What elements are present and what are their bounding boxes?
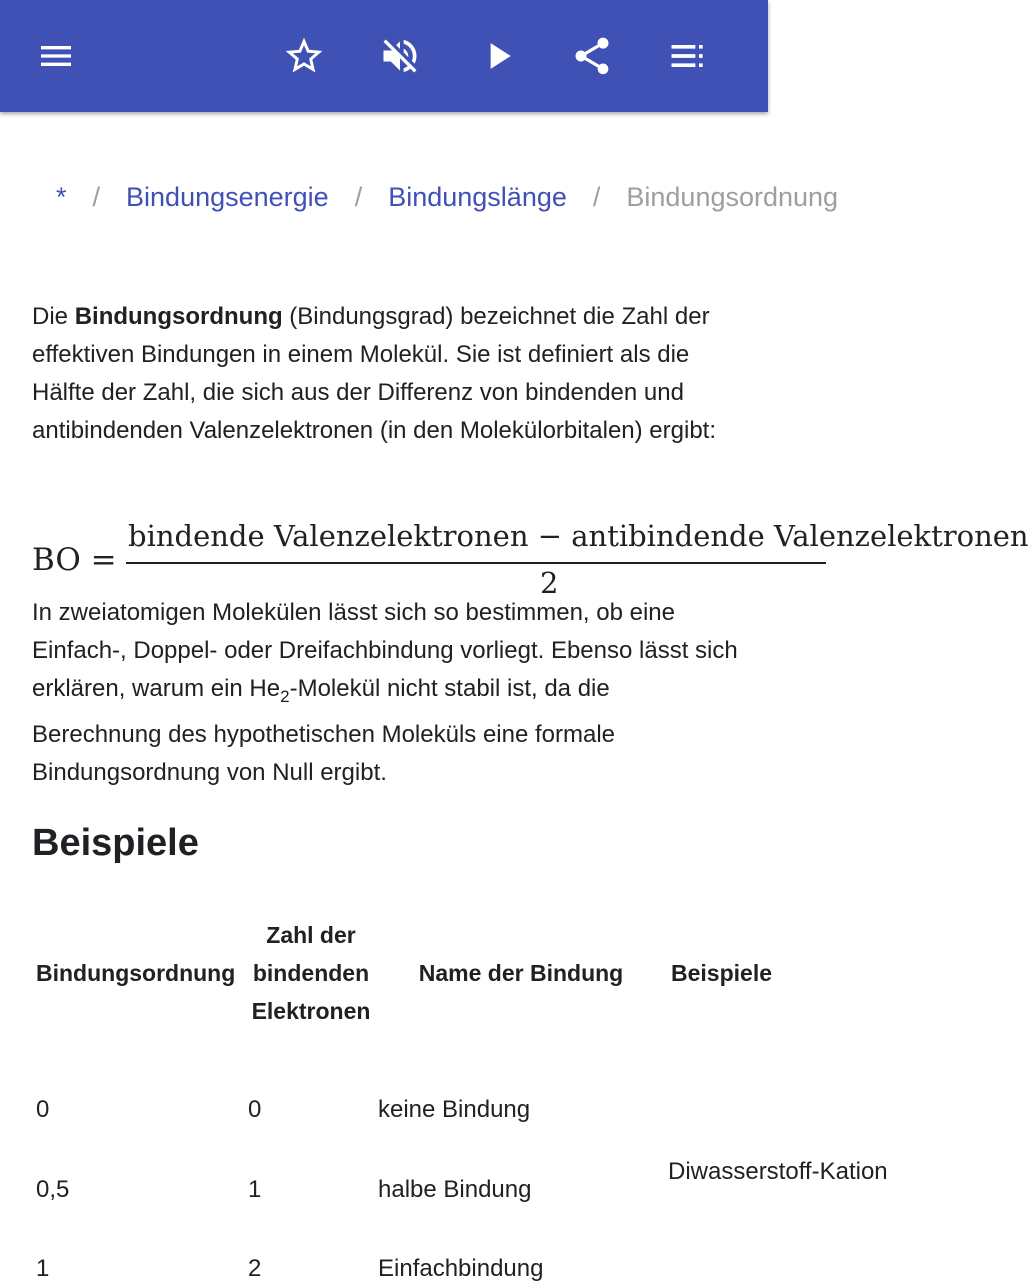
table-header-name-der-bindung: Name der Bindung (418, 960, 624, 986)
star-outline-icon (282, 34, 326, 78)
breadcrumb-link-bindungsenergie[interactable]: Bindungsenergie (126, 182, 329, 212)
breadcrumb (56, 176, 839, 218)
intro-lead: Die (32, 303, 75, 330)
para2-subscript: 2 (280, 686, 290, 706)
table-cell: 0 (36, 1096, 50, 1123)
intro-paragraph (32, 298, 742, 450)
table-cell: 2 (248, 1255, 262, 1282)
play-button[interactable] (470, 28, 526, 84)
formula-denominator: 2 (540, 566, 559, 600)
formula-lhs: BO = (32, 542, 117, 578)
formula-fraction-bar (126, 562, 826, 564)
intro-term: Bindungsordnung (74, 303, 283, 330)
breadcrumb-home-link[interactable]: * (56, 182, 67, 212)
bookmark-button[interactable] (276, 28, 332, 84)
contents-button[interactable] (660, 28, 716, 84)
table-cell: 1 (36, 1255, 50, 1282)
table-header-bindungsordnung: Bindungsordnung (36, 960, 236, 986)
table-cell: 1 (248, 1176, 262, 1203)
table-cell: Einfachbindung (378, 1255, 544, 1282)
breadcrumb-separator: / (592, 182, 601, 212)
table-cell: 0 (248, 1096, 262, 1123)
section-heading: Beispiele (32, 822, 199, 864)
formula-numerator: bindende Valenzelektronen − antibindende Valenzelektronen (128, 519, 1029, 553)
volume-off-icon (378, 34, 422, 78)
para2-part2: -Molekül nicht stabil ist, da die Berechnung des hypothetischen Moleküls eine formale Bindungsordnung von Null ergibt. (32, 675, 616, 786)
breadcrumb-separator: / (354, 182, 363, 212)
intro-rest: (Bindungsgrad) bezeichnet die Zahl der effektiven Bindungen in einem Molekül. Sie ist definiert als die Hälfte der Zahl, die sich aus der Differenz von bindenden und antibindenden Valenzelektronen (in den Molekülorbitalen) ergibt: (32, 303, 716, 444)
second-paragraph (32, 594, 742, 792)
play-icon (476, 34, 520, 78)
article-content (0, 112, 1029, 1282)
menu-button[interactable] (28, 28, 84, 84)
breadcrumb-separator: / (92, 182, 101, 212)
hamburger-menu-icon (36, 36, 76, 76)
playlist-icon (666, 34, 710, 78)
breadcrumb-current: Bindungsordnung (626, 182, 839, 212)
para2-part1: In zweiatomigen Molekülen lässt sich so bestimmen, ob eine Einfach-, Doppel- oder Dreifachbindung vorliegt. Ebenso lässt sich erklären, warum ein He (32, 599, 738, 702)
table-header-beispiele: Beispiele (671, 960, 772, 986)
share-icon (570, 34, 614, 78)
table-cell: halbe Bindung (378, 1176, 532, 1203)
table-cell: Diwasserstoff-Kation (668, 1158, 888, 1185)
mute-button[interactable] (372, 28, 428, 84)
table-cell: keine Bindung (378, 1096, 531, 1123)
bond-order-formula (32, 514, 1029, 604)
breadcrumb-link-bindungslaenge[interactable]: Bindungslänge (388, 182, 567, 212)
share-button[interactable] (564, 28, 620, 84)
app-bar (0, 0, 768, 112)
table-header-zahl-elektronen: Zahl der bindenden Elektronen (251, 922, 371, 1024)
table-cell: 0,5 (36, 1176, 70, 1203)
